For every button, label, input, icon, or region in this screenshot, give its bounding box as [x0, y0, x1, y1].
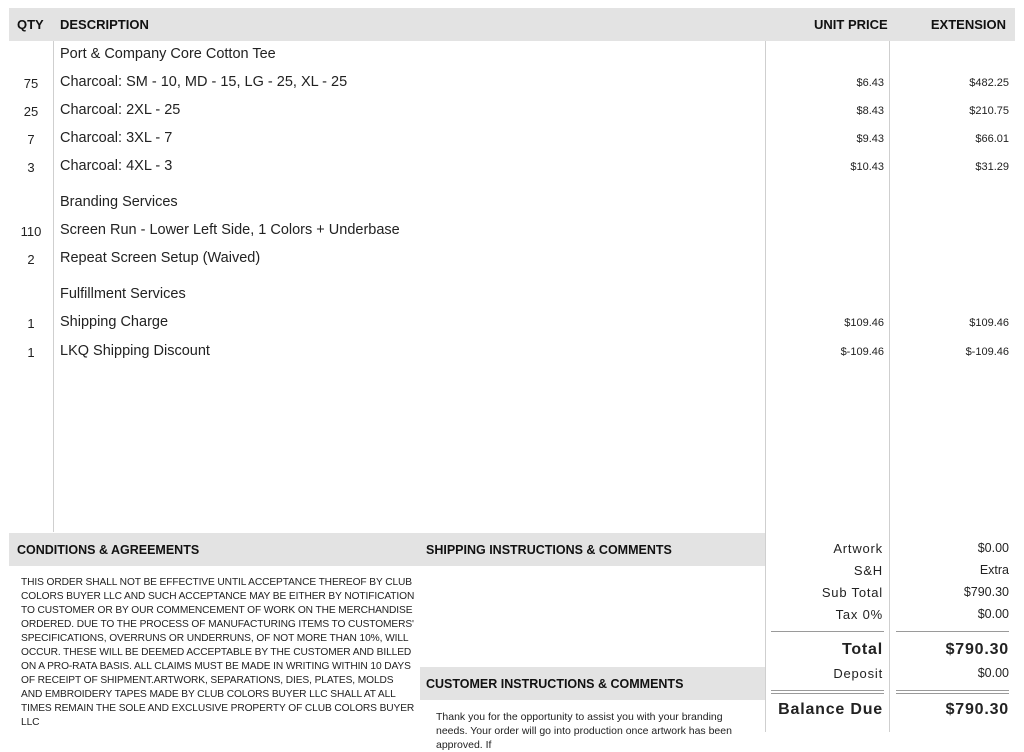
table-row: [0, 128, 1024, 150]
row-description: Shipping Charge: [60, 314, 169, 330]
row-qty: 3: [27, 160, 35, 175]
table-row: [0, 312, 1024, 334]
row-qty: 2: [27, 252, 35, 267]
row-description: LKQ Shipping Discount: [60, 343, 210, 359]
row-description: Port & Company Core Cotton Tee: [60, 46, 276, 62]
table-row: [0, 44, 1024, 66]
balance-divider: [771, 690, 884, 691]
row-description: Repeat Screen Setup (Waived): [60, 250, 261, 266]
subtotal-value: $790.30: [963, 585, 1009, 599]
row-qty: 25: [23, 104, 39, 119]
balance-divider: [771, 693, 884, 694]
row-description: Fulfillment Services: [60, 286, 186, 302]
artwork-value: $0.00: [977, 541, 1009, 555]
row-qty: 1: [27, 345, 35, 360]
total-divider: [896, 631, 1009, 632]
row-description: Charcoal: 3XL - 7: [60, 130, 173, 146]
customer-instructions-title: CUSTOMER INSTRUCTIONS & COMMENTS: [426, 677, 684, 691]
row-extension: $109.46: [969, 317, 1009, 329]
row-extension: $31.29: [975, 161, 1009, 173]
description-header: DESCRIPTION: [60, 17, 149, 32]
shipping-instructions-title: SHIPPING INSTRUCTIONS & COMMENTS: [426, 543, 672, 557]
row-description: Charcoal: 2XL - 25: [60, 102, 181, 118]
sh-label: S&H: [853, 563, 883, 578]
table-row: [0, 220, 1024, 242]
row-qty: 1: [27, 316, 35, 331]
sh-value: Extra: [979, 563, 1009, 577]
row-description: Branding Services: [60, 194, 178, 210]
row-unit-price: $8.43: [856, 105, 884, 117]
conditions-text: THIS ORDER SHALL NOT BE EFFECTIVE UNTIL ACCEPTANCE THEREOF BY CLUB COLORS BUYER LLC AND SUCH ACCEPTANCE MAY BE EITHER BY NOTIFICATION TO CUSTOMER OR BY OUR COMMENCEMENT OF WORK ON THE MERCHANDISE ORDERED. DUE TO THE PROCESS OF MANUFACTURING ITEMS TO CUSTOMERS' SPECIFICATIONS, OVERRUNS OR UNDERRUNS, OF NOT MORE THAN 10%, WILL OCCUR. THESE WILL BE DEEMED ACCEPTABLE BY THE CUSTOMER AND BILLED ON A PRO-RATA BASIS. ALL CLAIMS MUST BE MADE IN WRITING WITHIN 10 DAYS OF RECEIPT OF SHIPMENT.ARTWORK, SEPARATIONS, DIES, PLATES, MOLDS AND EMBROIDERY TAPES MADE BY CLUB COLORS BUYER LLC SHALL AT ALL TIMES REMAIN THE SOLE AND EXCLUSIVE PROPERTY OF CLUB COLORS BUYER LLC: [21, 577, 415, 728]
deposit-label: Deposit: [833, 666, 883, 681]
row-unit-price: $-109.46: [840, 346, 884, 358]
conditions-title: CONDITIONS & AGREEMENTS: [17, 543, 200, 557]
table-row: [0, 248, 1024, 270]
subtotal-label: Sub Total: [821, 585, 883, 600]
total-divider: [771, 631, 884, 632]
balance-due-label: Balance Due: [778, 701, 883, 718]
table-header: [9, 8, 1015, 41]
tax-label: Tax 0%: [835, 607, 883, 622]
table-row: [0, 156, 1024, 178]
row-extension: $66.01: [975, 133, 1009, 145]
table-row: [0, 72, 1024, 94]
unit-price-header: UNIT PRICE: [814, 17, 888, 32]
row-extension: $482.25: [969, 77, 1009, 89]
row-unit-price: $6.43: [856, 77, 884, 89]
row-unit-price: $109.46: [844, 317, 884, 329]
deposit-value: $0.00: [977, 666, 1009, 680]
row-description: Charcoal: 4XL - 3: [60, 158, 173, 174]
row-extension: $210.75: [969, 105, 1009, 117]
row-qty: 75: [23, 76, 39, 91]
row-unit-price: $10.43: [850, 161, 884, 173]
tax-value: $0.00: [977, 607, 1009, 621]
row-description: Charcoal: SM - 10, MD - 15, LG - 25, XL - 25: [60, 74, 348, 90]
table-row: [0, 192, 1024, 214]
row-extension: $-109.46: [965, 346, 1009, 358]
row-qty: 7: [27, 132, 35, 147]
row-qty: 110: [20, 224, 42, 239]
balance-due-value: $790.30: [945, 701, 1009, 718]
balance-divider: [896, 693, 1009, 694]
row-description: Screen Run - Lower Left Side, 1 Colors + Underbase: [60, 222, 400, 238]
artwork-label: Artwork: [833, 541, 883, 556]
customer-instructions-text: Thank you for the opportunity to assist you with your branding needs. Your order will go into production once artwork has been approved. If: [436, 711, 732, 751]
table-row: [0, 284, 1024, 306]
row-unit-price: $9.43: [856, 133, 884, 145]
table-row: [0, 100, 1024, 122]
extension-header: EXTENSION: [930, 17, 1006, 32]
total-label: Total: [841, 641, 883, 658]
balance-divider: [896, 690, 1009, 691]
qty-header: QTY: [17, 17, 44, 32]
total-value: $790.30: [945, 641, 1009, 658]
table-row: [0, 341, 1024, 363]
